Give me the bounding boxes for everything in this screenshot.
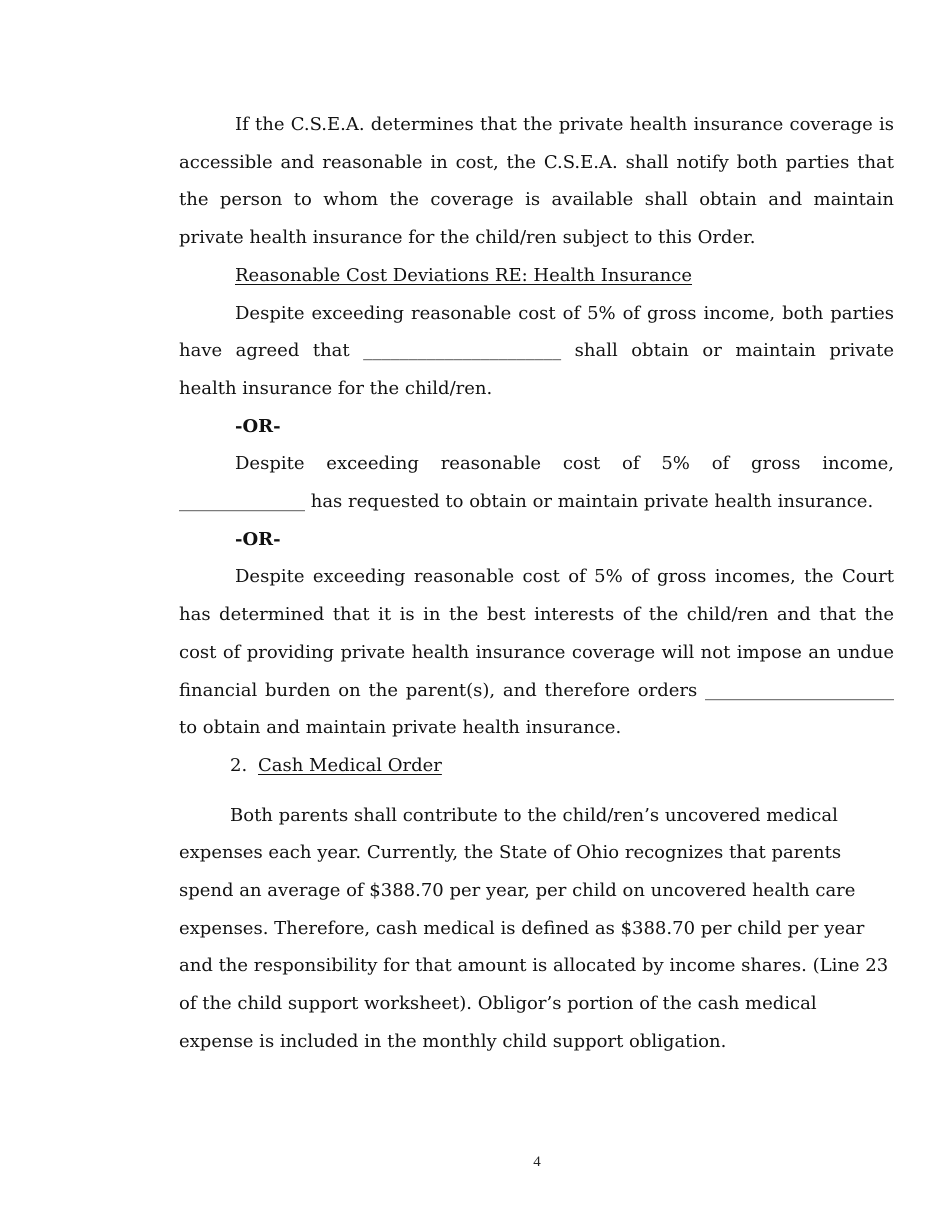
section-cash-medical-order bbox=[179, 747, 894, 785]
heading-reasonable-cost-deviations-text: Reasonable Cost Deviations RE: Health Insurance bbox=[235, 264, 692, 286]
section-number: 2. bbox=[230, 754, 248, 776]
paragraph-party-requested: Despite exceeding reasonable cost of 5% of gross income, ______________ has requested to obtain or maintain private health insurance. bbox=[179, 453, 894, 513]
paragraph-both-parties-agreed: Despite exceeding reasonable cost of 5% of gross income, both parties have agreed that ______________________ shall obtain or maintain private health insurance for the child/ren. bbox=[179, 302, 894, 399]
section-title: Cash Medical Order bbox=[258, 754, 442, 776]
heading-reasonable-cost-deviations bbox=[179, 257, 894, 295]
paragraph-court-determined: Despite exceeding reasonable cost of 5% of gross incomes, the Court has determined that it is in the best interests of the child/ren and that the cost of providing private health insurance coverage will not impose an undue financial burden on the parent(s), and therefore orders _____________________ to obtain and maintain private health insurance. bbox=[179, 566, 894, 739]
paragraph-csea-determination: If the C.S.E.A. determines that the private health insurance coverage is accessible and reasonable in cost, the C.S.E.A. shall notify both parties that the person to whom the coverage is available shall obtain and maintain private health insurance for the child/ren subject to this Order. bbox=[179, 114, 894, 249]
document-body bbox=[179, 106, 894, 1061]
paragraph-cash-medical: Both parents shall contribute to the child/ren’s uncovered medical expenses each year. Currently, the State of Ohio recognizes that parents spend an average of $388.70 per year, per child on uncovered health care expenses. Therefore, cash medical is defined as $388.70 per child per year and the responsibility for that amount is allocated by income shares. (Line 23 of the child support worksheet). Obligor’s portion of the cash medical expense is included in the monthly child support obligation. bbox=[179, 804, 889, 1052]
or-separator-2: -OR- bbox=[235, 528, 281, 550]
page-number: 4 bbox=[533, 1154, 541, 1170]
or-separator-1: -OR- bbox=[235, 415, 281, 437]
